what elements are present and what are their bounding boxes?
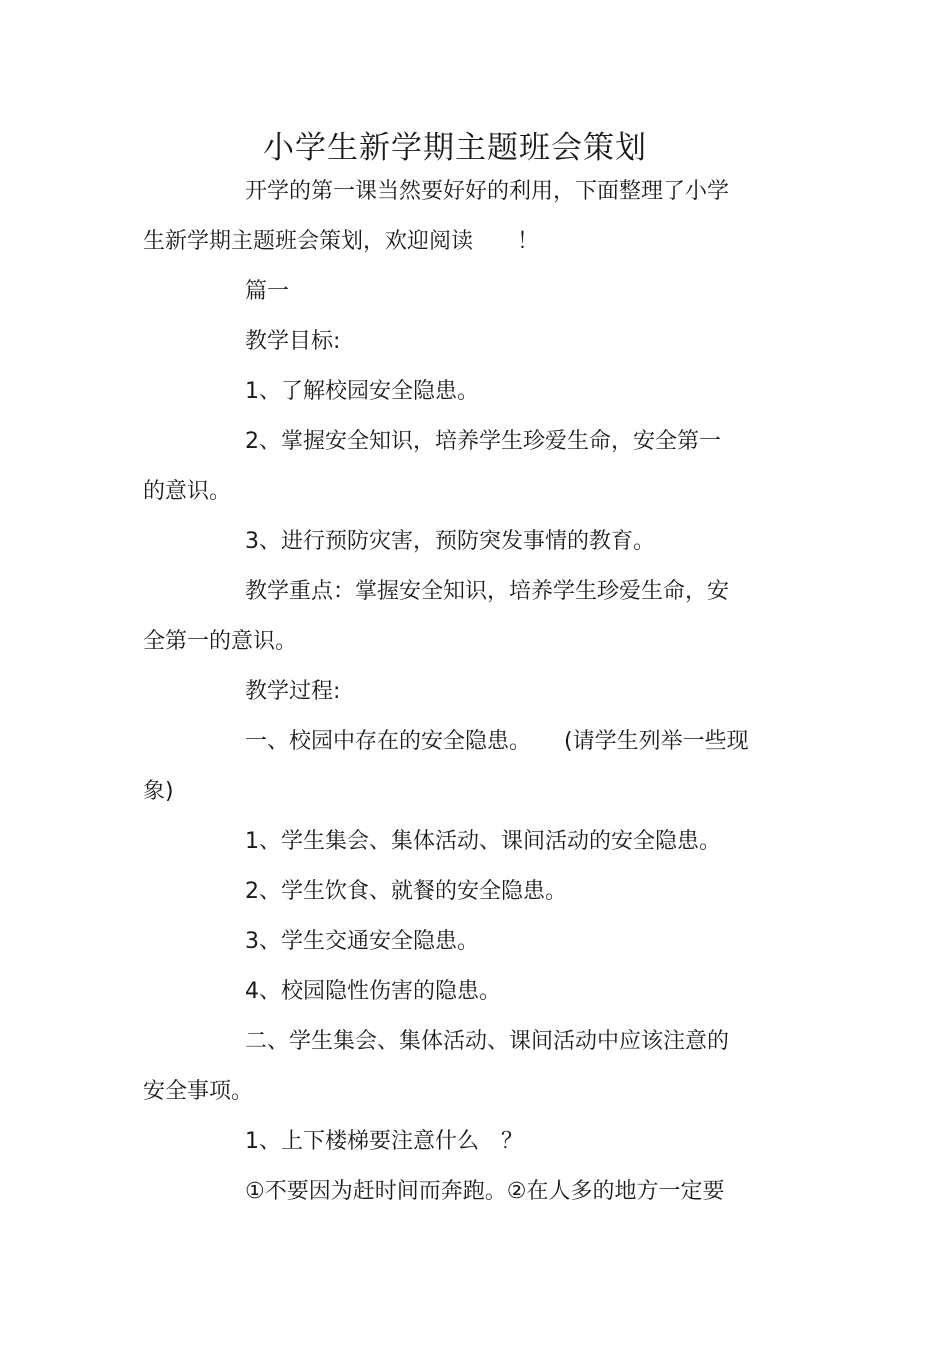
- paragraph-line: 教学重点：掌握安全知识，培养学生珍爱生命，安: [245, 579, 730, 604]
- list-item: 3、学生交通安全隐患。: [245, 929, 479, 954]
- list-item: 4、校园隐性伤害的隐患。: [245, 979, 501, 1004]
- paragraph-line: 教学目标:: [245, 329, 341, 354]
- paragraph-line: 象): [143, 779, 174, 804]
- paragraph-line: 二、学生集会、集体活动、课间活动中应该注意的: [245, 1029, 730, 1054]
- paragraph-line: 全第一的意识。: [143, 629, 298, 654]
- section-heading: 篇一: [245, 279, 290, 304]
- paragraph-line: 安全事项。: [143, 1079, 254, 1104]
- document-title: 小学生新学期主题班会策划: [263, 130, 647, 166]
- paragraph-line: 开学的第一课当然要好好的利用，下面整理了小学: [245, 179, 730, 204]
- list-item: 1、了解校园安全隐患。: [245, 379, 479, 404]
- list-item: 3、进行预防灾害，预防突发事情的教育。: [245, 529, 655, 554]
- list-item: 1、上下楼梯要注意什么 ？: [245, 1129, 523, 1154]
- list-item: 2、掌握安全知识，培养学生珍爱生命，安全第一: [245, 429, 721, 454]
- paragraph-line: 一、校园中存在的安全隐患。 (请学生列举一些现: [245, 729, 749, 754]
- paragraph-line: 生新学期主题班会策划，欢迎阅读 ！: [143, 229, 540, 254]
- list-item: 1、学生集会、集体活动、课间活动的安全隐患。: [245, 829, 721, 854]
- list-item: 2、学生饮食、就餐的安全隐患。: [245, 879, 567, 904]
- paragraph-line: 教学过程:: [245, 679, 341, 704]
- paragraph-line: ①不要因为赶时间而奔跑。②在人多的地方一定要: [245, 1179, 725, 1204]
- list-item-continuation: 的意识。: [143, 479, 232, 504]
